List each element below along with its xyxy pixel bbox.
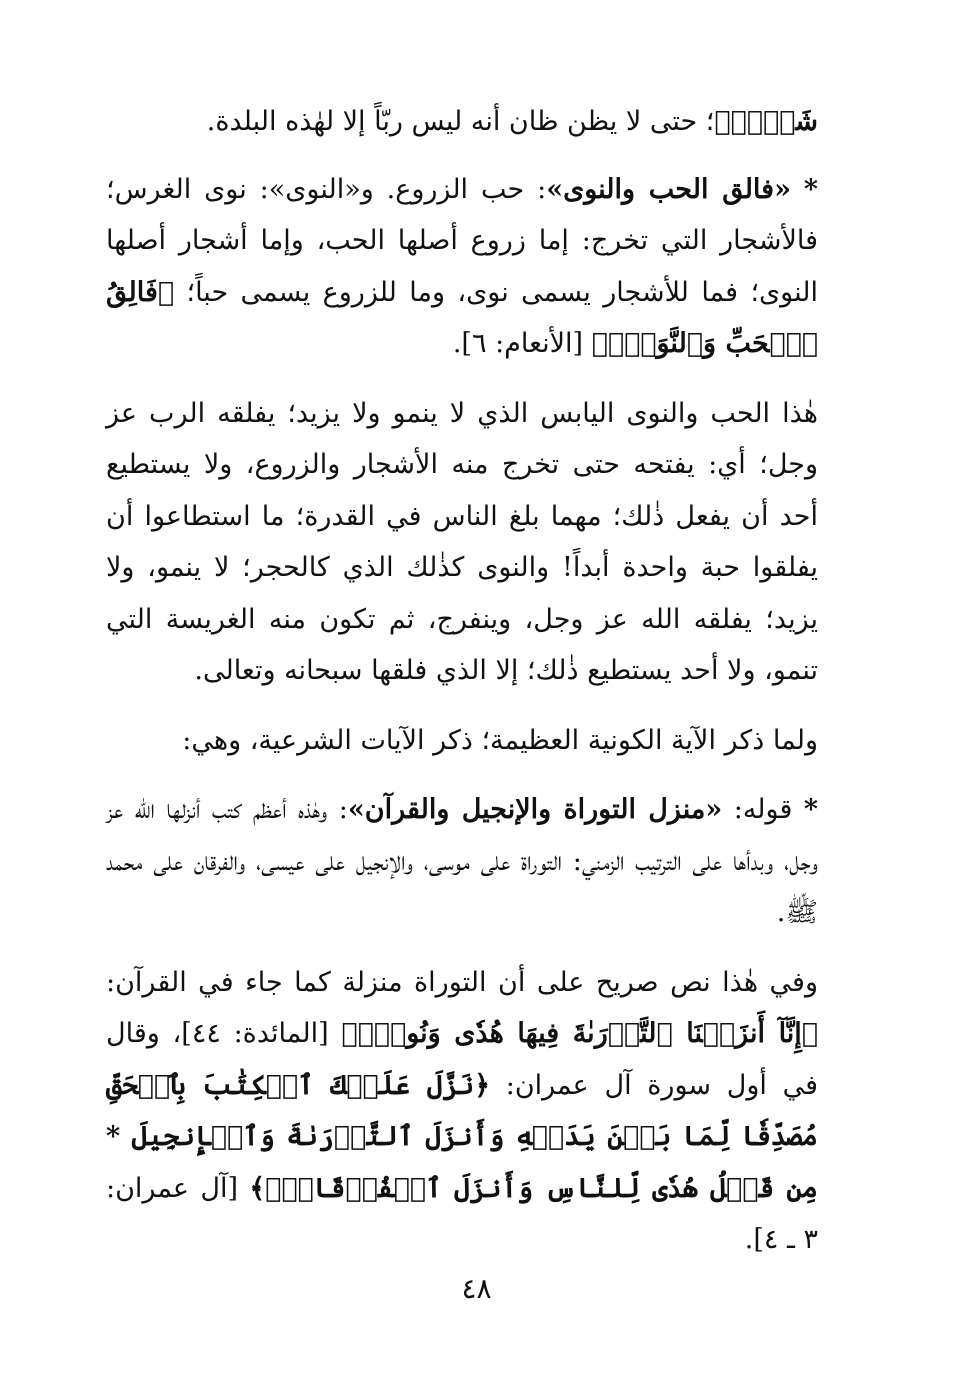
paragraph-text: ولما ذكر الآية الكونية العظيمة؛ ذكر الآيات الشرعية، وهي: xyxy=(182,724,818,756)
quran-verse: ﴿نَزَّلَ عَلَيۡكَ ٱلۡكِتَٰبَ بِٱلۡحَقِّ مُصَدِّقٗا لِّمَا بَيۡنَ يَدَيۡهِ وَأَنزَلَ ٱلتَّوۡرَىٰةَ وَٱلۡإِنجِيلَ * مِن قَبۡلُ هُدٗى لِّلنَّاسِ وَأَنزَلَ ٱلۡفُرۡقَانَۗ﴾ xyxy=(106,1069,818,1204)
verse-reference: [الأنعام: ٦]. xyxy=(452,328,592,359)
section-heading: «منزل التوراة والإنجيل والقرآن» xyxy=(347,794,723,825)
paragraph-3 xyxy=(106,388,818,697)
paragraph-6 xyxy=(106,957,818,1266)
verse-reference: [آل عمران: ٣ ـ ٤]. xyxy=(106,1172,818,1255)
page-body xyxy=(106,96,818,1284)
section-heading: «فالق الحب والنوى» xyxy=(546,173,791,205)
paragraph-text: وفي هٰذا نص صريح على أن التوراة منزلة كما جاء في القرآن: xyxy=(106,966,818,998)
quran-verse: ﴿إِنَّآ أَنزَلۡنَا ٱلتَّوۡرَىٰةَ فِيهَا هُدٗى وَنُورٞۚ﴾ xyxy=(341,1018,819,1049)
paragraph-text: [المائدة: ٤٤]، وقال في أول سورة آل عمران: xyxy=(106,1018,818,1101)
paragraph-5 xyxy=(106,784,818,939)
paragraph-2 xyxy=(106,164,818,370)
page-number: ٤٨ xyxy=(461,1272,492,1305)
star-marker: * xyxy=(803,173,818,205)
quran-verse: ﴿فَالِقُ ٱلۡحَبِّ وَٱلنَّوَىٰۖ﴾ xyxy=(106,276,818,359)
paragraph-text: : حب الزروع. و«النوى»: نوى الغرس؛ فالأشجار التي تخرج: إما زروع أصلها الحب، وإما أشجار أصلها النوى؛ فما للأشجار يسمى نوى، وما للزروع يسمى حباً؛ xyxy=(106,173,818,308)
star-marker: * xyxy=(803,794,818,825)
paragraph-lead: قوله: xyxy=(722,794,804,825)
paragraph-1 xyxy=(106,96,818,148)
quran-fragment: شَيۡءٖ﴾ xyxy=(714,106,818,137)
paragraph-text: هٰذا الحب والنوى اليابس الذي لا ينمو ولا يزيد؛ يفلقه الرب عز وجل؛ أي: يفتحه حتى تخرج منه الأشجار والزروع، ولا يستطيع أحد أن يفعل ذٰلك؛ مهما بلغ الناس في القدرة؛ ما استطاعوا أن يفلقوا حبة واحدة أبداً! والنوى كذٰلك الذي كالحجر؛ لا ينمو، ولا يزيد؛ يفلقه الله عز وجل، وينفرج، ثم تكون منه الغريسة التي تنمو، ولا أحد يستطيع ذٰلك؛ إلا الذي فلقها سبحانه وتعالى. xyxy=(106,397,818,686)
paragraph-4 xyxy=(106,715,818,767)
paragraph-text: : وهٰذه أعظم كتب أنزلها الله عز وجل، وبدأها على الترتيب الزمني: التوراة على موسى، والإنجيل على عيسى، والفرقان على محمد ﷺ. xyxy=(106,794,818,928)
paragraph-text: ؛ حتى لا يظن ظان أنه ليس ربّاً إلا لهٰذه البلدة. xyxy=(206,106,715,137)
